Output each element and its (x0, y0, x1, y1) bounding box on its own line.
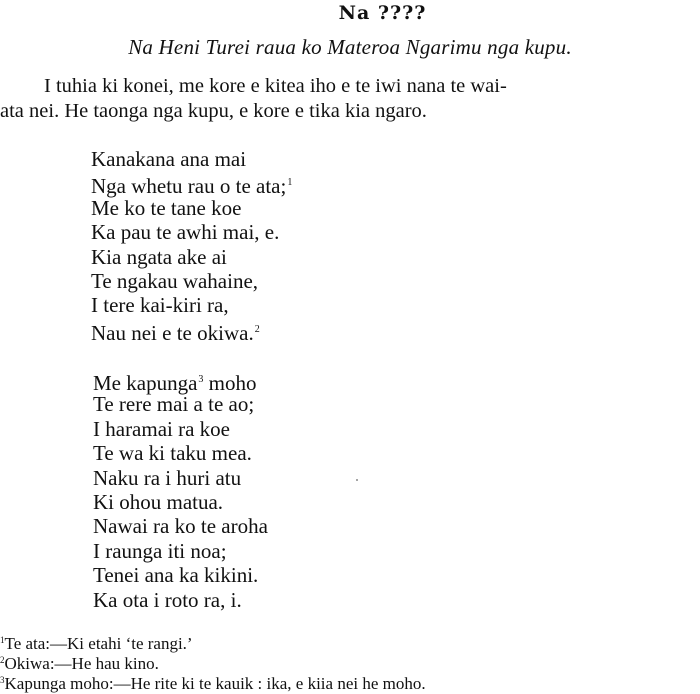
verse-line-text: moho (203, 371, 257, 395)
verse-line-text: Me kapunga (93, 371, 198, 395)
footnote (0, 650, 700, 673)
intro-paragraph (0, 74, 700, 124)
stanza-1 (91, 147, 293, 345)
verse-line: I raunga iti noa; (93, 538, 227, 563)
verse-line: Ki ohou matua. (93, 489, 224, 514)
footnote (0, 670, 700, 693)
footnote-number: 3 (0, 675, 5, 685)
footnote-mark: 1 (287, 177, 293, 189)
verse-line: Te rere mai a te ao; (93, 392, 255, 417)
verse-line: Naku ra i huri atu (93, 465, 242, 490)
verse-line: Te ngakau wahaine, (91, 268, 259, 293)
verse-line (91, 318, 292, 345)
footnote-number: 2 (0, 655, 5, 665)
verse-line-text: Nga whetu rau o te ata; (91, 174, 287, 199)
footnote (0, 630, 700, 653)
verse-line: Tenei ana ka kikini. (93, 563, 259, 588)
footnote-text: Kapunga moho:—He rite ki te kauik : ika, e kiia nei he moho. (4, 674, 426, 693)
verse-line-text: Nau nei e te okiwa. (91, 320, 254, 345)
stanza-2 (91, 368, 268, 612)
print-speck (356, 479, 358, 481)
footnote-mark: 2 (254, 323, 260, 335)
verse-line: I tere kai-kiri ra, (91, 293, 229, 318)
footnotes (0, 630, 700, 693)
verse-line: Me ko te tane koe (91, 195, 242, 220)
verse-line: Ka ota i roto ra, i. (93, 587, 242, 612)
verse-line: Kanakana ana mai (91, 147, 247, 171)
verse-line: Ka pau te awhi mai, e. (91, 220, 280, 245)
page-title: Na ???? (338, 2, 427, 24)
intro-line-1: I tuhia ki konei, me kore e kitea iho e te iwi nana te wai- (44, 75, 507, 97)
verse-line: Nawai ra ko te aroha (93, 514, 268, 539)
subtitle: Na Heni Turei raua ko Materoa Ngarimu nga kupu. (128, 35, 572, 59)
verse-line (91, 368, 268, 395)
footnote-number: 1 (0, 635, 5, 645)
verse-line: Kia ngata ake ai (91, 244, 227, 269)
intro-line-2: ata nei. He taonga nga kupu, e kore e tika kia ngaro. (0, 100, 427, 122)
footnote-text: Te ata:—Ki etahi ‘te rangi.’ (4, 634, 193, 653)
verse-line: I haramai ra koe (93, 416, 231, 441)
verse-line: Te wa ki taku mea. (93, 441, 252, 466)
footnote-text: Okiwa:—He hau kino. (4, 654, 159, 673)
verse-line (91, 171, 293, 199)
footnote-mark: 3 (198, 374, 204, 385)
